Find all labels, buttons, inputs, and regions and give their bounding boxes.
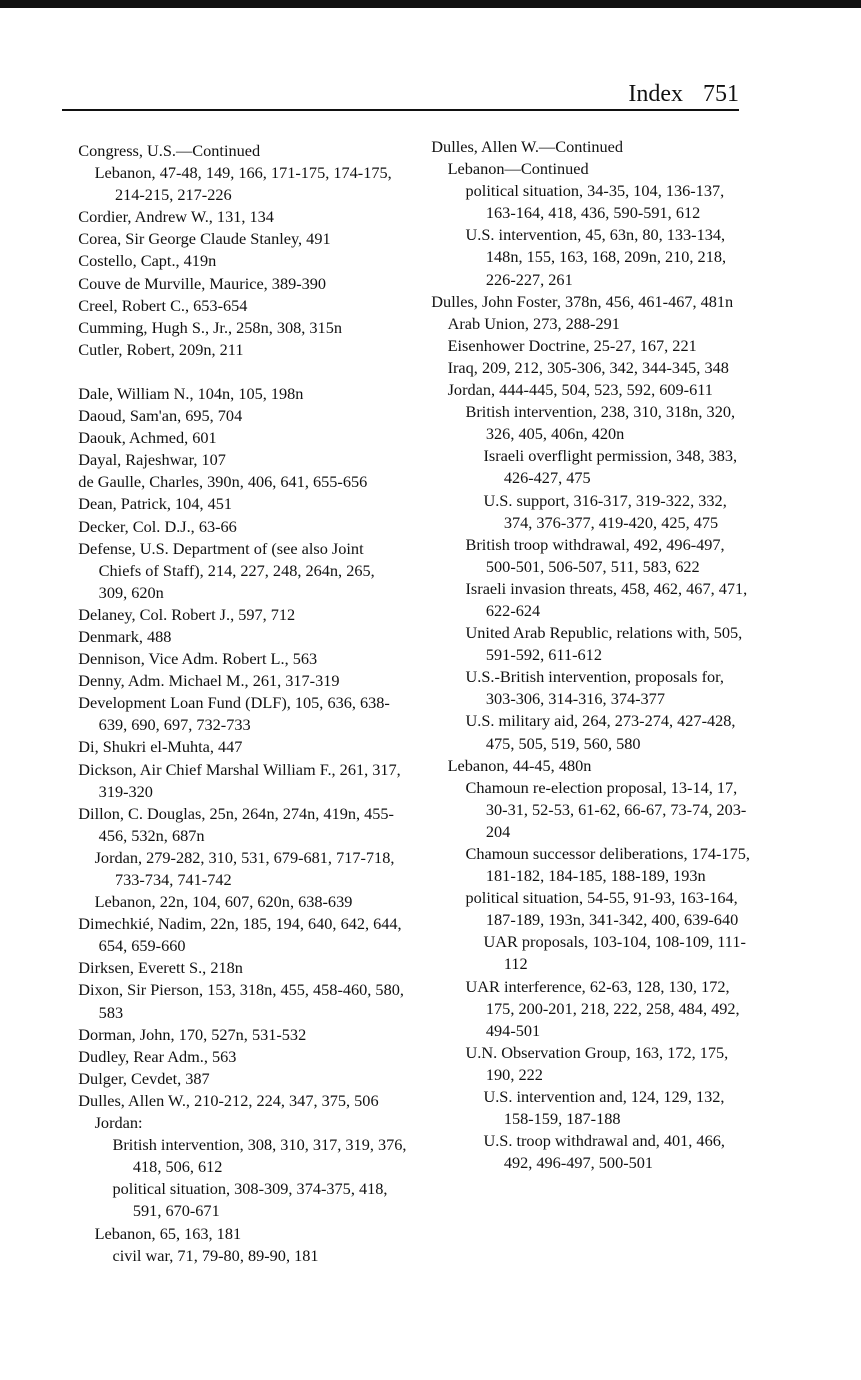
header-rule: [62, 109, 739, 111]
index-subentry: UAR proposals, 103-104, 108-109, 111-112: [483, 932, 746, 974]
index-entry: Dulles, John Foster, 378n, 456, 461-467, 481n: [431, 291, 734, 311]
index-entry: Cordier, Andrew W., 131, 134: [78, 207, 274, 227]
running-head-label: Index: [628, 81, 683, 107]
index-subentry: U.S. intervention and, 124, 129, 132, 158-159, 187-188: [483, 1087, 725, 1129]
index-subentry: political situation, 54-55, 91-93, 163-164, 187-189, 193n, 341-342, 400, 639-640: [465, 888, 739, 930]
index-entry: Costello, Capt., 419n: [78, 251, 217, 271]
index-subentry: political situation, 308-309, 374-375, 418, 591, 670-671: [112, 1179, 388, 1221]
index-entry: Dulles, Allen W.—Continued: [431, 137, 624, 156]
index-entry: Dirksen, Everett S., 218n: [78, 958, 243, 978]
index-subentry: Chamoun re-election proposal, 13-14, 17, 30-31, 52-53, 61-62, 66-67, 73-74, 203-204: [465, 777, 747, 841]
index-subentry: Chamoun successor deliberations, 174-175, 181-182, 184-185, 188-189, 193n: [465, 844, 750, 886]
index-subentry: Lebanon, 47-48, 149, 166, 171-175, 174-175, 214-215, 217-226: [94, 163, 392, 205]
index-subentry: Lebanon, 65, 163, 181: [94, 1223, 242, 1243]
index-entry: Delaney, Col. Robert J., 597, 712: [78, 604, 296, 624]
index-column-left: [62, 140, 407, 1267]
index-subentry: political situation, 34-35, 104, 136-137, 163-164, 418, 436, 590-591, 612: [465, 181, 725, 223]
index-subentry: Iraq, 209, 212, 305-306, 342, 344-345, 348: [447, 357, 729, 377]
index-entry: Daouk, Achmed, 601: [78, 428, 217, 448]
index-entry: Dulger, Cevdet, 387: [78, 1068, 210, 1088]
index-entry: Denny, Adm. Michael M., 261, 317-319: [78, 671, 340, 691]
index-subentry: Jordan:: [94, 1113, 143, 1133]
index-entry: Dennison, Vice Adm. Robert L., 563: [78, 649, 318, 669]
index-entry: Dillon, C. Douglas, 25n, 264n, 274n, 419n, 455-456, 532n, 687n: [78, 803, 394, 845]
index-entry: Dean, Patrick, 104, 451: [78, 494, 233, 514]
index-entry: Creel, Robert C., 653-654: [78, 295, 248, 315]
index-subentry: Eisenhower Doctrine, 25-27, 167, 221: [447, 335, 697, 355]
running-head: [628, 80, 739, 108]
index-entry: Dudley, Rear Adm., 563: [78, 1046, 237, 1066]
top-edge-rule: [0, 0, 861, 8]
index-entry: Dimechkié, Nadim, 22n, 185, 194, 640, 642, 644, 654, 659-660: [78, 914, 402, 956]
index-entry: Dulles, Allen W., 210-212, 224, 347, 375, 506: [78, 1090, 379, 1110]
index-subentry: U.S. military aid, 264, 273-274, 427-428, 475, 505, 519, 560, 580: [465, 711, 736, 753]
index-subentry: UAR interference, 62-63, 128, 130, 172, 175, 200-201, 218, 222, 258, 484, 492, 494-501: [465, 976, 740, 1040]
index-subentry: U.N. Observation Group, 163, 172, 175, 190, 222: [465, 1042, 729, 1084]
index-subentry: U.S. troop withdrawal and, 401, 466, 492, 496-497, 500-501: [483, 1131, 725, 1173]
index-entry: Denmark, 488: [78, 626, 172, 646]
index-subentry: U.S. support, 316-317, 319-322, 332, 374, 376-377, 419-420, 425, 475: [483, 490, 727, 532]
index-entry: Cutler, Robert, 209n, 211: [78, 339, 244, 359]
index-entry: Dayal, Rajeshwar, 107: [78, 450, 226, 470]
index-subentry: Jordan, 444-445, 504, 523, 592, 609-611: [447, 380, 713, 400]
index-entry: Dale, William N., 104n, 105, 198n: [78, 383, 304, 403]
index-entry: Couve de Murville, Maurice, 389-390: [78, 273, 327, 293]
index-subentry: civil war, 71, 79-80, 89-90, 181: [112, 1245, 319, 1265]
index-entry: Daoud, Sam'an, 695, 704: [78, 406, 243, 426]
index-entry: Cumming, Hugh S., Jr., 258n, 308, 315n: [78, 317, 342, 337]
index-entry: Dixon, Sir Pierson, 153, 318n, 455, 458-460, 580, 583: [78, 980, 404, 1022]
index-subentry: British intervention, 308, 310, 317, 319, 376, 418, 506, 612: [112, 1135, 407, 1177]
index-entry: Dorman, John, 170, 527n, 531-532: [78, 1024, 307, 1044]
index-column-right: [415, 136, 750, 1174]
index-subentry: Israeli invasion threats, 458, 462, 467, 471, 622-624: [465, 578, 748, 620]
index-entry: Development Loan Fund (DLF), 105, 636, 638-639, 690, 697, 732-733: [78, 693, 390, 735]
index-entry: Corea, Sir George Claude Stanley, 491: [78, 229, 331, 249]
index-subentry: Jordan, 279-282, 310, 531, 679-681, 717-718, 733-734, 741-742: [94, 847, 395, 889]
index-subentry: British troop withdrawal, 492, 496-497, 500-501, 506-507, 511, 583, 622: [465, 534, 725, 576]
index-subentry: Lebanon, 44-45, 480n: [447, 755, 592, 775]
index-subentry: Lebanon—Continued: [447, 159, 589, 179]
index-entry: Dickson, Air Chief Marshal William F., 261, 317, 319-320: [78, 759, 401, 801]
index-subentry: Lebanon, 22n, 104, 607, 620n, 638-639: [94, 892, 353, 912]
index-subentry: Israeli overflight permission, 348, 383, 426-427, 475: [483, 446, 738, 488]
index-entry: Decker, Col. D.J., 63-66: [78, 516, 237, 536]
index-entry: Di, Shukri el-Muhta, 447: [78, 737, 243, 757]
page-number: 751: [703, 81, 739, 107]
index-subentry: British intervention, 238, 310, 318n, 320, 326, 405, 406n, 420n: [465, 402, 736, 444]
index-entry: Congress, U.S.—Continued: [78, 141, 261, 160]
index-entry: de Gaulle, Charles, 390n, 406, 641, 655-656: [78, 472, 368, 492]
index-subentry: U.S.-British intervention, proposals for, 303-306, 314-316, 374-377: [465, 667, 724, 709]
index-subentry: United Arab Republic, relations with, 505, 591-592, 611-612: [465, 623, 743, 665]
index-entry: Defense, U.S. Department of (see also Joint Chiefs of Staff), 214, 227, 248, 264n, 265, 309, 620n: [78, 538, 375, 602]
index-subentry: Arab Union, 273, 288-291: [447, 313, 620, 333]
letter-group-gap: [62, 361, 407, 383]
index-subentry: U.S. intervention, 45, 63n, 80, 133-134, 148n, 155, 163, 168, 209n, 210, 218, 226-227, 261: [465, 225, 727, 289]
